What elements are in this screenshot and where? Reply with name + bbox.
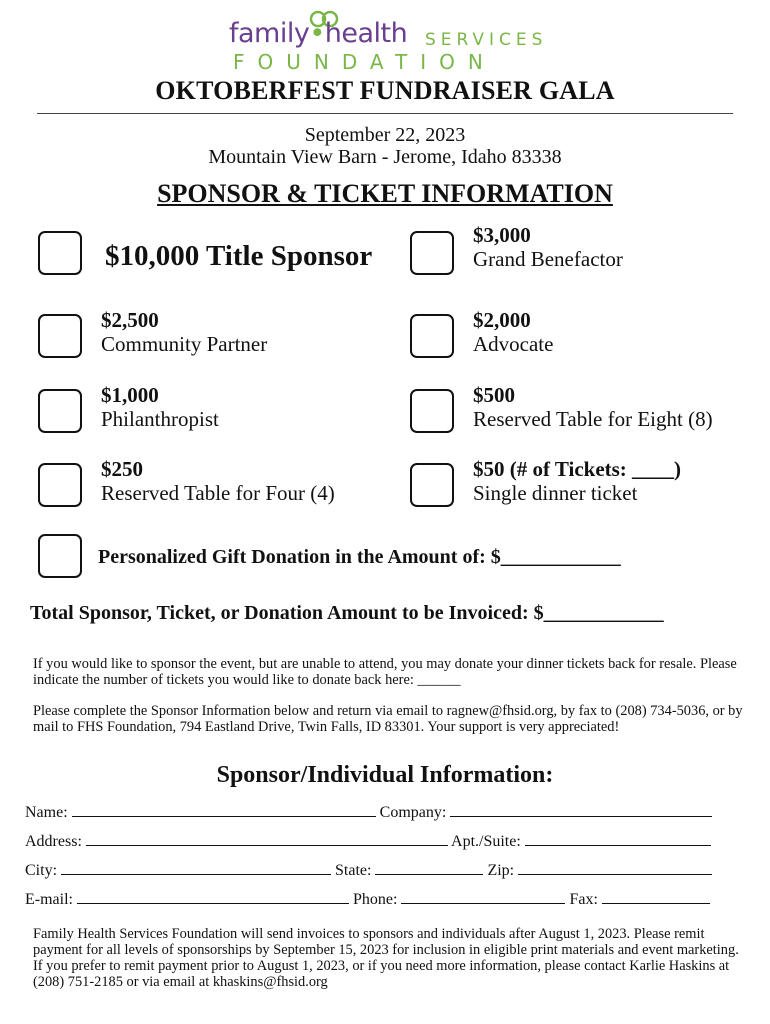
option-community-label: Community Partner (101, 332, 268, 356)
state-field[interactable] (375, 861, 483, 875)
fax-label: Fax: (569, 891, 598, 908)
checkbox-title-sponsor[interactable] (38, 231, 82, 275)
option-philanthropist-label: Philanthropist (101, 407, 219, 431)
checkbox-table-four[interactable] (38, 463, 82, 507)
checkbox-grand-benefactor[interactable] (410, 231, 454, 275)
form-row-city (25, 861, 737, 880)
email-field[interactable] (77, 890, 349, 904)
option-grand-label: Grand Benefactor (473, 247, 623, 271)
option-table8-label: Reserved Table for Eight (8) (473, 407, 713, 431)
option-ticket-label: Single dinner ticket (473, 481, 638, 505)
title-divider (37, 113, 733, 114)
option-community-price: $2,500 (101, 308, 159, 332)
fax-field[interactable] (602, 890, 710, 904)
apt-label: Apt./Suite: (451, 833, 521, 850)
name-label: Name: (25, 804, 68, 821)
state-label: State: (335, 862, 372, 879)
donate-back-paragraph: If you would like to sponsor the event, but are unable to attend, you may donate your dinner tickets back for resale. Please indicate the number of tickets you would like to donate back here: ______ (33, 656, 737, 688)
option-table4-price: $250 (101, 457, 143, 481)
option-table4-label: Reserved Table for Four (4) (101, 481, 335, 505)
total-amount-line: Total Sponsor, Ticket, or Donation Amount to be Invoiced: $____________ (30, 602, 664, 624)
checkbox-advocate[interactable] (410, 314, 454, 358)
company-field[interactable] (450, 803, 712, 817)
option-title-sponsor: $10,000 Title Sponsor (105, 240, 373, 272)
foundation-logo (229, 10, 559, 74)
checkbox-table-eight[interactable] (410, 389, 454, 433)
logo-wordmark: family•health (229, 18, 408, 49)
company-label: Company: (379, 804, 447, 821)
checkbox-gift-donation[interactable] (38, 534, 82, 578)
phone-field[interactable] (401, 890, 565, 904)
name-field[interactable] (72, 803, 376, 817)
zip-field[interactable] (518, 861, 712, 875)
event-date: September 22, 2023 (304, 124, 466, 146)
event-venue: Mountain View Barn - Jerome, Idaho 83338 (208, 146, 562, 168)
apt-field[interactable] (525, 832, 711, 846)
event-title: OKTOBERFEST FUNDRAISER GALA (155, 76, 615, 105)
logo-services: SERVICES (425, 30, 548, 50)
checkbox-single-ticket[interactable] (410, 463, 454, 507)
option-ticket-price: $50 (# of Tickets: ____) (473, 457, 682, 481)
city-label: City: (25, 862, 58, 879)
zip-label: Zip: (487, 862, 515, 879)
option-advocate-price: $2,000 (473, 308, 531, 332)
phone-label: Phone: (352, 891, 398, 908)
option-table8-price: $500 (473, 383, 515, 407)
option-gift-donation: Personalized Gift Donation in the Amount of: $____________ (98, 546, 621, 568)
section-heading: SPONSOR & TICKET INFORMATION (157, 179, 613, 208)
form-row-name (25, 803, 737, 822)
city-field[interactable] (61, 861, 331, 875)
option-advocate-label: Advocate (473, 332, 554, 356)
instructions-paragraph: Please complete the Sponsor Information below and return via email to ragnew@fhsid.org, by fax to (208) 734-5036, or by mail to FHS Foundation, 794 Eastland Drive, Twin Falls, ID 83301. Your support is very appreciated! (33, 703, 743, 735)
address-label: Address: (25, 833, 82, 850)
sponsor-info-heading: Sponsor/Individual Information: (216, 762, 554, 788)
checkbox-philanthropist[interactable] (38, 389, 82, 433)
address-field[interactable] (86, 832, 448, 846)
checkbox-community-partner[interactable] (38, 314, 82, 358)
form-row-email (25, 890, 737, 909)
option-philanthropist-price: $1,000 (101, 383, 159, 407)
option-grand-price: $3,000 (473, 223, 531, 247)
form-row-address (25, 832, 737, 851)
email-label: E-mail: (25, 891, 73, 908)
logo-foundation: FOUNDATION (233, 50, 496, 74)
invoice-note-paragraph: Family Health Services Foundation will send invoices to sponsors and individuals after August 1, 2023. Please remit payment for all levels of sponsorships by September 15, 2023 for inclusion in eligible print materials and event marketing. If you prefer to remit payment prior to August 1, 2023, or if you need more information, please contact Karlie Haskins at (208) 751-2185 or via email at khaskins@fhsid.org (33, 926, 739, 990)
